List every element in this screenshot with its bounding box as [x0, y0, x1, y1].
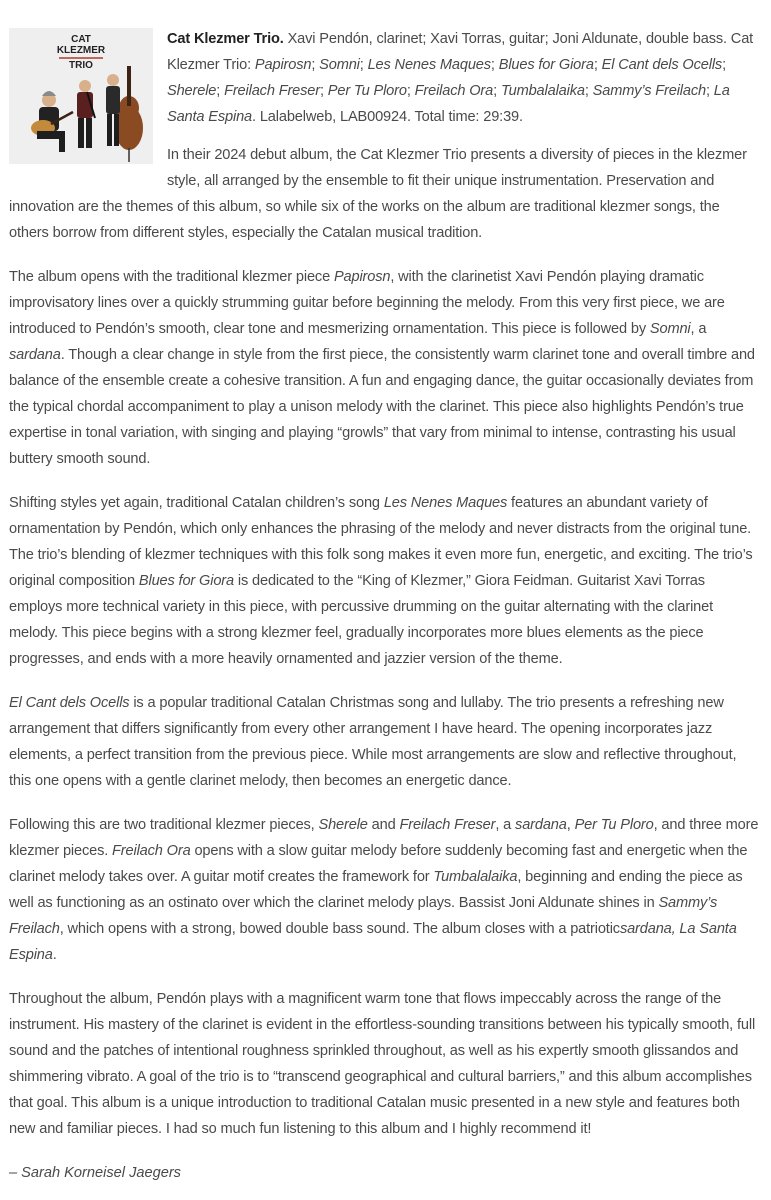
italic-text: sardana — [9, 347, 61, 363]
italic-text: Papirosn — [333, 269, 391, 285]
track-title: Freilach Freser — [224, 83, 320, 99]
paragraph-text: opens with a slow guitar melody before suddenly becoming fast and energetic when the clarinet melody takes over. A guitar motif creates the framework for — [9, 843, 748, 885]
track-title: Per Tu Ploro — [327, 83, 407, 99]
track-title: Tumbalalaika — [500, 83, 585, 99]
paragraph-text: is a popular traditional Catalan Christmas song and lullaby. The trio presents a refreshing new arrangement that differs significantly from every other arrangement I have heard. The opening incorporates jazz elements, a perfect transition from the previous piece. While most arrangements are slow and reflective throughout, this one opens with a gentle clarinet melody, then becomes an energetic dance. — [9, 695, 737, 789]
album-personnel: Xavi Pendón, clarinet; Xavi Torras, guitar; Joni Aldunate, double bass. Cat Klezmer Trio: — [167, 31, 754, 73]
review-paragraph — [9, 812, 759, 968]
italic-text: Per Tu Ploro — [574, 817, 654, 833]
paragraph-text: , beginning and ending the piece as well as functioning as an ostinato over which the clarinet melody plays. Bassist Joni Aldunate shines in — [9, 869, 743, 911]
track-title: La Santa Espina — [167, 83, 730, 125]
paragraph-text: In their 2024 debut album, the Cat Klezmer Trio presents a diversity of pieces in the klezmer style, all arranged by the ensemble to fit their unique instrumentation. Preservation and innovation are the themes of this album, so while six of the works on the album are traditional klezmer songs, the others borrow from different styles, especially the Catalan musical tradition. — [9, 147, 747, 241]
track-title: Blues for Giora — [498, 57, 594, 73]
review-body — [9, 142, 759, 1142]
review-paragraph — [9, 264, 759, 472]
album-cover-image — [9, 28, 153, 164]
paragraph-text: The album opens with the traditional klezmer piece — [9, 269, 334, 285]
track-title: Les Nenes Maques — [367, 57, 491, 73]
italic-text: Les Nenes Maques — [383, 495, 508, 511]
italic-text: Sherele — [318, 817, 368, 833]
paragraph-text: . — [52, 947, 57, 963]
paragraph-text: and — [367, 817, 400, 833]
italic-text: Freilach Freser — [399, 817, 496, 833]
review-paragraph — [9, 986, 759, 1142]
cover-title-line1: CAT — [71, 34, 91, 45]
track-title: Freilach Ora — [414, 83, 494, 99]
track-title: El Cant dels Ocells — [601, 57, 723, 73]
review-author: – Sarah Korneisel Jaegers — [9, 1165, 181, 1181]
italic-text: Sammy’s Freilach — [9, 895, 718, 937]
album-label-info: Lalabelweb, LAB00924. Total time: 29:39. — [255, 109, 523, 125]
italic-text: Tumbalalaika — [433, 869, 518, 885]
italic-text: sardana — [515, 817, 567, 833]
track-list: Papirosn; Somni; Les Nenes Maques; Blues for Giora; El Cant dels Ocells; Sherele; Freilach Freser; Per Tu Ploro; Freilach Ora; Tumbalalaika; Sammy’s Freilach; La Santa Espina. — [167, 57, 730, 125]
italic-text: Freilach Ora — [112, 843, 191, 859]
cover-title-line2: KLEZMER — [56, 45, 106, 56]
paragraph-text: . Though a clear change in style from the first piece, the consistently warm clarinet tone and overall timbre and balance of the ensemble create a cohesive transition. A fun and engaging dance, the guitar occasionally deviates from the typical chordal accompaniment to play a unison melody with the clarinet. This piece also highlights Pendón’s true expertise in tonal variation, with singing and playing “growls” that vary from minimal to intense, contrasting his usual buttery smooth sound. — [9, 347, 755, 467]
album-title: Cat Klezmer Trio. — [167, 31, 284, 47]
italic-text: Blues for Giora — [138, 573, 234, 589]
italic-text: Somni — [649, 321, 691, 337]
paragraph-text: , — [566, 817, 575, 833]
review-paragraph — [9, 490, 759, 672]
paragraph-text: Throughout the album, Pendón plays with a magnificent warm tone that flows impeccably across the range of the instrument. His mastery of the clarinet is evident in the effortless-sounding transitions between his typically smooth, full sound and the patches of intentional roughness sprinkled throughout, as well as his expertly smooth glissandos and shimmering vibrato. A goal of the trio is to “transcend geographical and cultural barriers,” and this album accomplishes that goal. This album is a unique introduction to traditional Catalan music presented in a new style and features both new and familiar pieces. I had so much fun listening to this album and I highly recommend it! — [9, 991, 756, 1137]
paragraph-text: , a — [495, 817, 516, 833]
paragraph-text: , with the clarinetist Xavi Pendón playing dramatic improvisatory lines over a quickly strumming guitar before beginning the melody. From this very first piece, we are introduced to Pendón’s smooth, clear tone and mesmerizing ornamentation. This piece is followed by — [9, 269, 725, 337]
paragraph-text: features an abundant variety of ornamentation by Pendón, which only enhances the phrasing of the melody and never distracts from the original tune. The trio’s blending of klezmer techniques with this folk song makes it even more fun, energetic, and exciting. The trio’s original composition — [9, 495, 753, 589]
paragraph-text: , which opens with a strong, bowed double bass sound. The album closes with a patriotic — [59, 921, 620, 937]
paragraph-text: , and three more klezmer pieces. — [9, 817, 759, 859]
review-paragraph — [9, 690, 759, 794]
track-title: Papirosn — [254, 57, 312, 73]
italic-text: sardana, La Santa Espina — [9, 921, 737, 963]
italic-text: El Cant dels Ocells — [9, 695, 130, 711]
track-title: Sherele — [167, 83, 217, 99]
paragraph-text: , a — [690, 321, 707, 337]
paragraph-text: Shifting styles yet again, traditional Catalan children’s song — [9, 495, 384, 511]
paragraph-text: Following this are two traditional klezmer pieces, — [9, 817, 319, 833]
track-title: Sammy’s Freilach — [592, 83, 706, 99]
paragraph-text: is dedicated to the “King of Klezmer,” Giora Feidman. Guitarist Xavi Torras employs more technical variety in this piece, with percussive drumming on the guitar alternating with the clarinet melody. This piece begins with a strong klezmer feel, gradually incorporates more blues elements as the piece progresses, and ends with a more heavily ornamented and jazzier version of the theme. — [9, 573, 714, 667]
cover-title-line3: TRIO — [69, 60, 93, 71]
track-title: Somni — [319, 57, 360, 73]
